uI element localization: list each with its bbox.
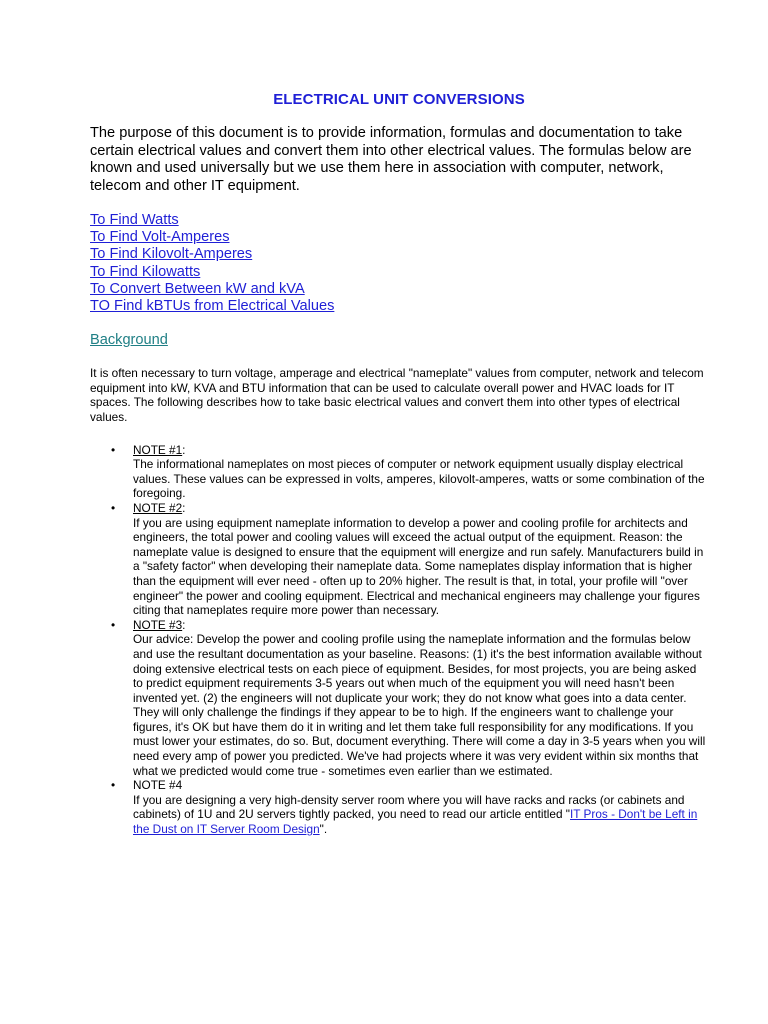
table-of-contents [90,212,708,315]
toc-link-kilowatts[interactable]: To Find Kilowatts [90,263,201,280]
document-title: ELECTRICAL UNIT CONVERSIONS [273,91,525,108]
note-label: NOTE #1 [133,442,183,457]
article-link[interactable]: IT Pros - Don't be Left in the Dust on IT Server Room Design [133,807,698,837]
note-body: If you are using equipment nameplate information to develop a power and cooling profile for architects and engineers, the total power and cooling values will exceed the actual output of the equipment. Reason: the nameplate value is designed to ensure that the equipment will energize and run safely. Manufacturers build in a "safety factor" when developing their nameplate data. Some nameplates display information that is higher than the equipment will ever need - often up to 20% higher. The result is that, in total, your profile will "over engineer" the power and cooling equipment. Electrical and mechanical engineers may challenge your figures citing that nameplates require more power than necessary. [133,515,704,618]
toc-link-kw-kva[interactable]: To Convert Between kW and kVA [90,280,305,297]
notes-list [90,443,708,837]
quote-open: " [565,807,570,822]
note-label: NOTE #3 [133,617,183,632]
toc-link-kbtus[interactable]: TO Find kBTUs from Electrical Values [90,298,335,315]
note-colon: : [182,617,186,632]
toc-link-volt-amperes[interactable]: To Find Volt-Amperes [90,229,230,246]
background-link[interactable]: Background [90,332,168,349]
bullet-icon: • [111,778,116,793]
toc-link-kilovolt-amperes[interactable]: To Find Kilovolt-Amperes [90,246,253,263]
note-body [133,793,708,837]
list-item [111,442,708,501]
note-body: The informational nameplates on most pieces of computer or network equipment usually display electrical values. These values can be expressed in volts, amperes, kilovolt-amperes, watts or some combination of the foregoing. [133,457,705,501]
toc-link-watts[interactable]: To Find Watts [90,212,179,228]
list-item [111,778,708,837]
background-paragraph: It is often necessary to turn voltage, amperage and electrical "nameplate" values from computer, network and telecom equipment into kW, KVA and BTU information that can be used to calculate overall power and HVAC loads for IT spaces. The following describes how to take basic electrical values and convert them into other types of electrical values. [90,366,704,424]
bullet-icon: • [111,442,116,457]
note-label: NOTE #4 [133,778,183,793]
bullet-icon: • [111,500,116,515]
note-label: NOTE #2 [133,500,183,515]
note-colon: : [182,442,186,457]
quote-close: ". [319,822,328,837]
list-item [111,500,708,618]
list-item [111,617,708,779]
note-body: Our advice: Develop the power and cooling profile using the nameplate information and the formulas below and use the resultant documentation as your baseline. Reasons: (1) it's the best information available without doing extensive electrical tests on each piece of equipment. Besides, for most projects, you are being asked to predict equipment requirements 3-5 years out when much of the equipment you will need hasn't been invented yet. (2) the engineers will not duplicate your work; they do not know what goes into a data center. They will only challenge the findings if they appear to be to high. If the engineers want to challenge your figures, it's OK but have them do it in writing and let them take full responsibility for any modifications. If you must lower your estimates, do so. But, document everything. There will come a day in 3-5 years when you will need every amp of power you predicted. We've had projects where it was very evident within six months that what we predicted would come true - sometimes even earlier than we estimated. [133,632,706,778]
intro-paragraph: The purpose of this document is to provide information, formulas and documentation to take certain electrical values and convert them into other electrical values. The formulas below are known and used universally but we use them here in association with computer, network, telecom and other IT equipment. [90,125,692,194]
note-body-text: If you are designing a very high-density server room where you will have racks and racks (or cabinets and cabinets) of 1U and 2U servers tightly packed, you need to read our article entitled [133,792,685,822]
note-colon: : [182,500,186,515]
bullet-icon: • [111,617,116,632]
